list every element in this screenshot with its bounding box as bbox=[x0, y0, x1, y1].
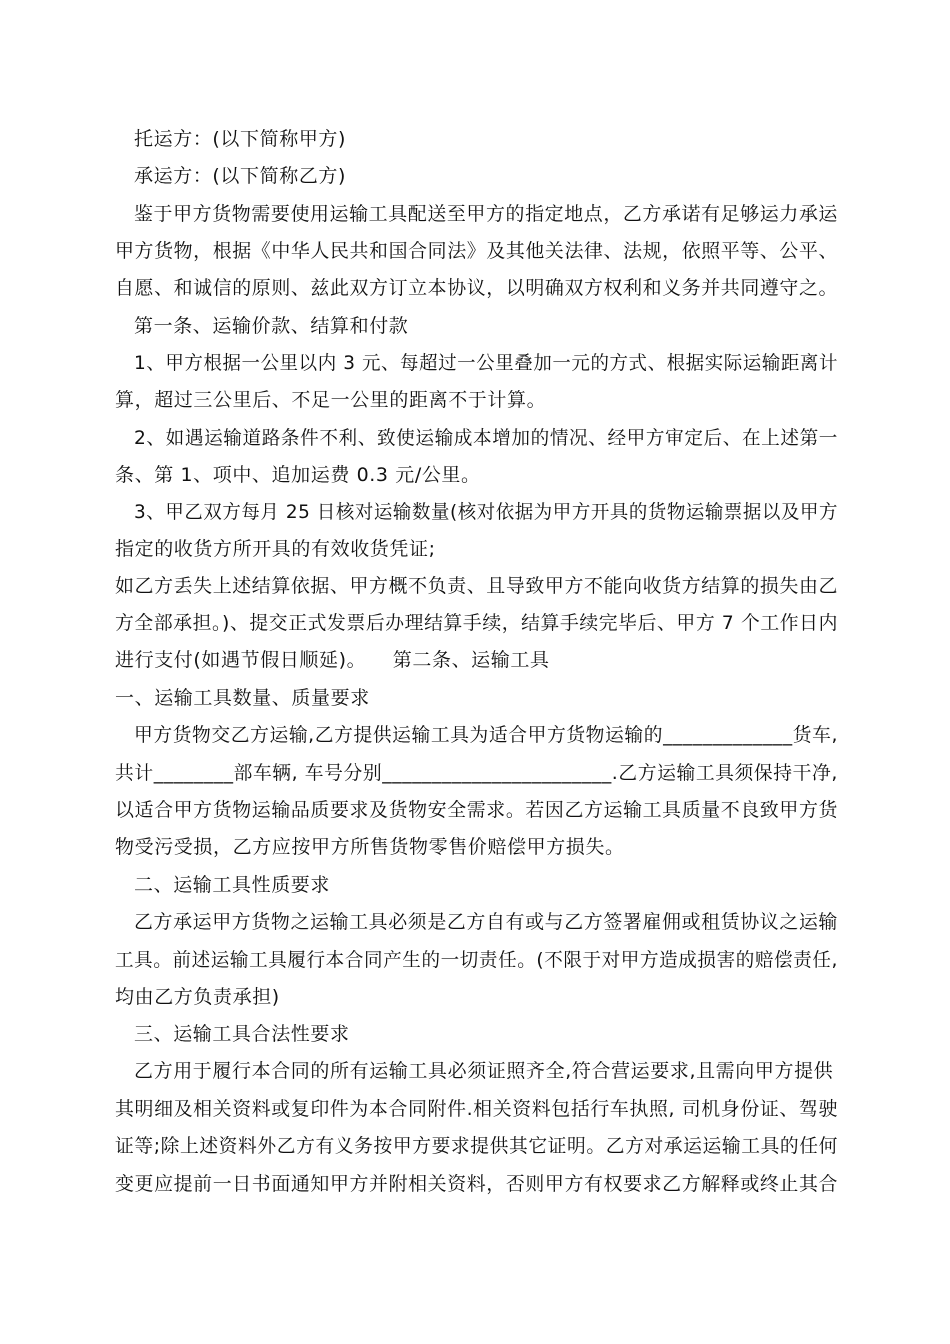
preamble-line-3: 自愿、和诚信的原则、兹此双方订立本协议，以明确双方权利和义务并共同遵守之。 bbox=[115, 277, 839, 299]
section-1-line-4: 物受污受损，乙方应按甲方所售货物零售价赔偿甲方损失。 bbox=[115, 836, 625, 858]
clause-3-line-4: 方全部承担。)、提交正式发票后办理结算手续，结算手续完毕后、甲方 7 个工作日内 bbox=[115, 612, 839, 634]
clause-1-line-2: 算，超过三公里后、不足一公里的距离不于计算。 bbox=[115, 389, 547, 411]
clause-2-line-2: 条、第 1、项中、追加运费 0.3 元/公里。 bbox=[115, 464, 481, 486]
party-a-line: 托运方：(以下简称甲方) bbox=[134, 128, 347, 150]
section-3-line-2: 其明细及相关资料或复印件为本合同附件.相关资料包括行车执照, 司机身份证、驾驶 bbox=[115, 1098, 838, 1120]
section-3-line-3: 证等;除上述资料外乙方有义务按甲方要求提供其它证明。乙方对承运运输工具的任何 bbox=[115, 1135, 838, 1157]
section-3-heading: 三、运输工具合法性要求 bbox=[134, 1023, 350, 1045]
party-b-line: 承运方：(以下简称乙方) bbox=[134, 165, 347, 187]
clause-3-line-3: 如乙方丢失上述结算依据、甲方概不负责、且导致甲方不能向收货方结算的损失由乙 bbox=[115, 575, 839, 597]
section-1-heading: 一、运输工具数量、质量要求 bbox=[115, 687, 370, 709]
section-1-line-3: 以适合甲方货物运输品质要求及货物安全需求。若因乙方运输工具质量不良致甲方货 bbox=[115, 799, 839, 821]
article-1-heading: 第一条、运输价款、结算和付款 bbox=[134, 315, 409, 337]
clause-3-line-1: 3、甲乙双方每月 25 日核对运输数量(核对依据为甲方开具的货物运输票据以及甲方 bbox=[134, 501, 838, 523]
clause-2-line-1: 2、如遇运输道路条件不利、致使运输成本增加的情况、经甲方审定后、在上述第一 bbox=[134, 427, 839, 449]
clause-3-line-2: 指定的收货方所开具的有效收货凭证; bbox=[115, 538, 436, 560]
section-3-line-1: 乙方用于履行本合同的所有运输工具必须证照齐全,符合营运要求,且需向甲方提供 bbox=[134, 1060, 834, 1082]
section-3-line-4: 变更应提前一日书面通知甲方并附相关资料，否则甲方有权要求乙方解释或终止其合 bbox=[115, 1173, 839, 1195]
section-1-line-1: 甲方货物交乙方运输,乙方提供运输工具为适合甲方货物运输的_____________货车, bbox=[134, 724, 839, 746]
clause-3-line-5: 进行支付(如遇节假日顺延)。 第二条、运输工具 bbox=[115, 649, 550, 671]
clause-1-line-1: 1、甲方根据一公里以内 3 元、每超过一公里叠加一元的方式、根据实际运输距离计 bbox=[134, 352, 839, 374]
section-2-line-2: 工具。前述运输工具履行本合同产生的一切责任。(不限于对甲方造成损害的赔偿责任, bbox=[115, 949, 838, 971]
section-1-line-2: 共计________部车辆, 车号分别_______________________.乙方运输工具须保持干净, bbox=[115, 762, 838, 784]
section-2-line-3: 均由乙方负责承担) bbox=[115, 986, 280, 1008]
section-2-heading: 二、运输工具性质要求 bbox=[134, 874, 331, 896]
preamble-line-1: 鉴于甲方货物需要使用运输工具配送至甲方的指定地点，乙方承诺有足够运力承运 bbox=[134, 203, 838, 225]
preamble-line-2: 甲方货物，根据《中华人民共和国合同法》及其他关法律、法规，依照平等、公平、 bbox=[115, 240, 839, 262]
section-2-line-1: 乙方承运甲方货物之运输工具必须是乙方自有或与乙方签署雇佣或租赁协议之运输 bbox=[134, 911, 838, 933]
